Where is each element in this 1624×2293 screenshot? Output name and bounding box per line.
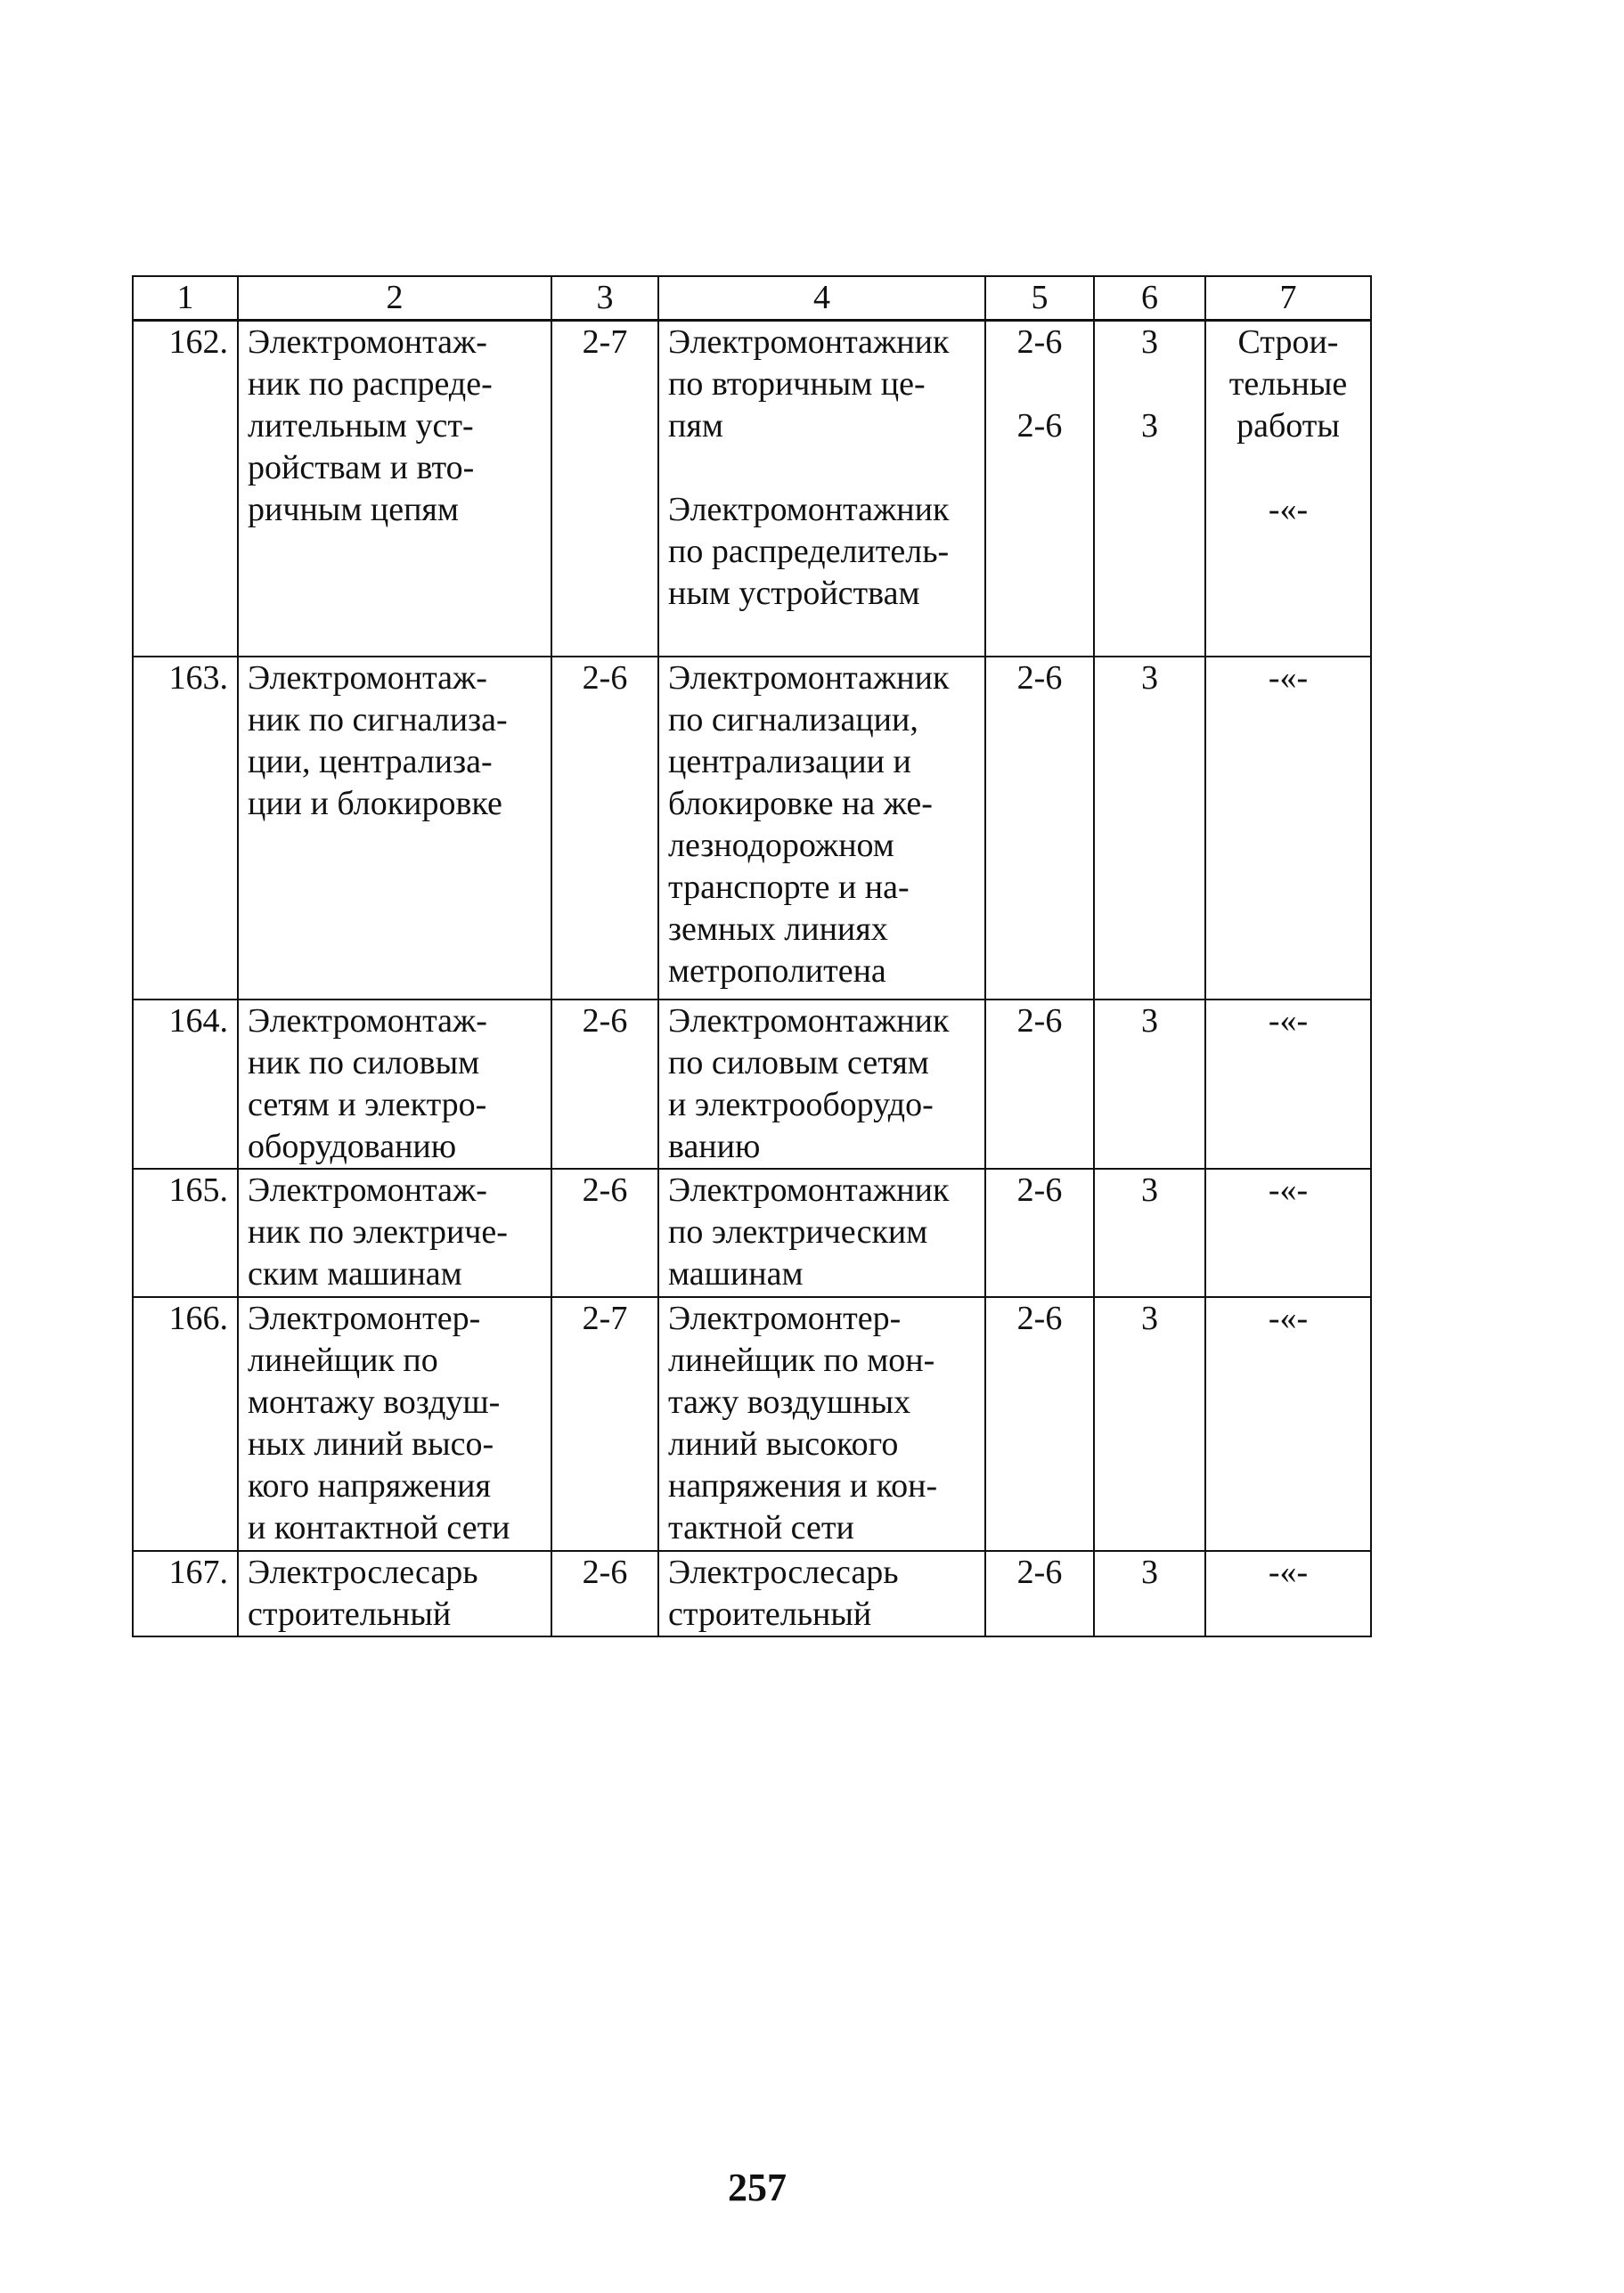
- training-grade-cell: [1094, 1297, 1205, 1551]
- training-grade: 3: [1141, 1553, 1158, 1591]
- training-grade-cell: [1094, 1551, 1205, 1636]
- grade-range: 2-6: [551, 1169, 658, 1297]
- related-grade-range-cell: [985, 1551, 1094, 1636]
- training-grade: 3: [1141, 323, 1158, 361]
- grade-range: 2-7: [551, 1297, 658, 1551]
- row-number: 166.: [133, 1297, 238, 1551]
- related-profession-cell: [658, 321, 985, 657]
- header-col-7: 7: [1205, 276, 1371, 321]
- field-note-cell: [1205, 1169, 1371, 1297]
- field-note: -«-: [1268, 658, 1309, 697]
- table-body: [133, 276, 1371, 1636]
- profession-name: Электрослесарь строительный: [238, 1551, 551, 1636]
- field-note: Строи- тельные работы: [1228, 323, 1348, 445]
- grade-range: 2-6: [551, 1000, 658, 1169]
- page-number: 257: [728, 2166, 787, 2209]
- related-profession: Электромонтажник по вторичным це- пям: [668, 323, 950, 445]
- related-grade-range: 2-6: [1016, 407, 1063, 445]
- training-grade: 3: [1141, 407, 1158, 445]
- training-grade-cell: [1094, 1169, 1205, 1297]
- row-number: 167.: [133, 1551, 238, 1636]
- related-profession-cell: [658, 1297, 985, 1551]
- related-profession: Электрослесарь строительный: [668, 1553, 899, 1633]
- related-profession: Электромонтажник по силовым сетям и электрооборудо- ванию: [668, 1001, 950, 1165]
- grade-range: 2-6: [551, 1551, 658, 1636]
- related-grade-range-cell: [985, 321, 1094, 657]
- field-note-cell: [1205, 1000, 1371, 1169]
- header-col-3: 3: [551, 276, 658, 321]
- related-grade-range-cell: [985, 1169, 1094, 1297]
- profession-name: Электромонтаж- ник по электриче- ским машинам: [238, 1169, 551, 1297]
- table-row: [133, 657, 1371, 1000]
- profession-name: Электромонтаж- ник по силовым сетям и электро- оборудованию: [238, 1000, 551, 1169]
- related-profession-cell: [658, 657, 985, 1000]
- related-profession-cell: [658, 1169, 985, 1297]
- related-profession: Электромонтажник по электрическим машинам: [668, 1171, 950, 1293]
- training-grade-cell: [1094, 321, 1205, 657]
- header-col-5: 5: [985, 276, 1094, 321]
- related-grade-range: 2-6: [1016, 1171, 1063, 1209]
- related-grade-range-cell: [985, 657, 1094, 1000]
- table-row: [133, 1297, 1371, 1551]
- profession-name: Электромонтаж- ник по сигнализа- ции, централиза- ции и блокировке: [238, 657, 551, 1000]
- related-grade-range: 2-6: [1016, 658, 1063, 697]
- related-profession-cell: [658, 1551, 985, 1636]
- training-grade: 3: [1141, 658, 1158, 697]
- row-number: 162.: [133, 321, 238, 657]
- field-note-cell: [1205, 1551, 1371, 1636]
- row-number: 164.: [133, 1000, 238, 1169]
- related-profession-cell: [658, 1000, 985, 1169]
- field-note: -«-: [1268, 1171, 1309, 1209]
- field-note-cell: [1205, 657, 1371, 1000]
- training-grade-cell: [1094, 1000, 1205, 1169]
- related-profession: Электромонтажник по сигнализации, централизации и блокировке на же- лезнодорожном транспорте и на- земных линиях метрополитена: [668, 658, 950, 990]
- header-col-1: 1: [133, 276, 238, 321]
- grade-range: 2-6: [551, 657, 658, 1000]
- training-grade: 3: [1141, 1001, 1158, 1040]
- training-grade: 3: [1141, 1299, 1158, 1337]
- table-row: [133, 1000, 1371, 1169]
- related-grade-range-cell: [985, 1000, 1094, 1169]
- table-row: [133, 321, 1371, 657]
- table-header-row: [133, 276, 1371, 321]
- field-note: -«-: [1268, 491, 1309, 528]
- profession-name: Электромонтер- линейщик по монтажу воздуш- ных линий высо- кого напряжения и контактной сети: [238, 1297, 551, 1551]
- field-note: -«-: [1268, 1553, 1309, 1591]
- field-note-cell: [1205, 1297, 1371, 1551]
- field-note-cell: [1205, 321, 1371, 657]
- profession-table: [132, 275, 1372, 1637]
- related-profession: Электромонтер- линейщик по мон- тажу воздушных линий высокого напряжения и кон- тактной сети: [668, 1299, 938, 1546]
- related-grade-range: 2-6: [1016, 1001, 1063, 1040]
- training-grade-cell: [1094, 657, 1205, 1000]
- related-profession: Электромонтажник по распределитель- ным устройствам: [668, 491, 950, 612]
- field-note: -«-: [1268, 1001, 1309, 1040]
- related-grade-range-cell: [985, 1297, 1094, 1551]
- table-row: [133, 1169, 1371, 1297]
- header-col-4: 4: [658, 276, 985, 321]
- related-grade-range: 2-6: [1016, 1553, 1063, 1591]
- row-number: 163.: [133, 657, 238, 1000]
- table-row: [133, 1551, 1371, 1636]
- profession-name: Электромонтаж- ник по распреде- лительным уст- ройствам и вто- ричным цепям: [238, 321, 551, 657]
- header-col-6: 6: [1094, 276, 1205, 321]
- related-grade-range: 2-6: [1016, 323, 1063, 361]
- field-note: -«-: [1268, 1299, 1309, 1337]
- row-number: 165.: [133, 1169, 238, 1297]
- training-grade: 3: [1141, 1171, 1158, 1209]
- header-col-2: 2: [238, 276, 551, 321]
- grade-range: 2-7: [551, 321, 658, 657]
- related-grade-range: 2-6: [1016, 1299, 1063, 1337]
